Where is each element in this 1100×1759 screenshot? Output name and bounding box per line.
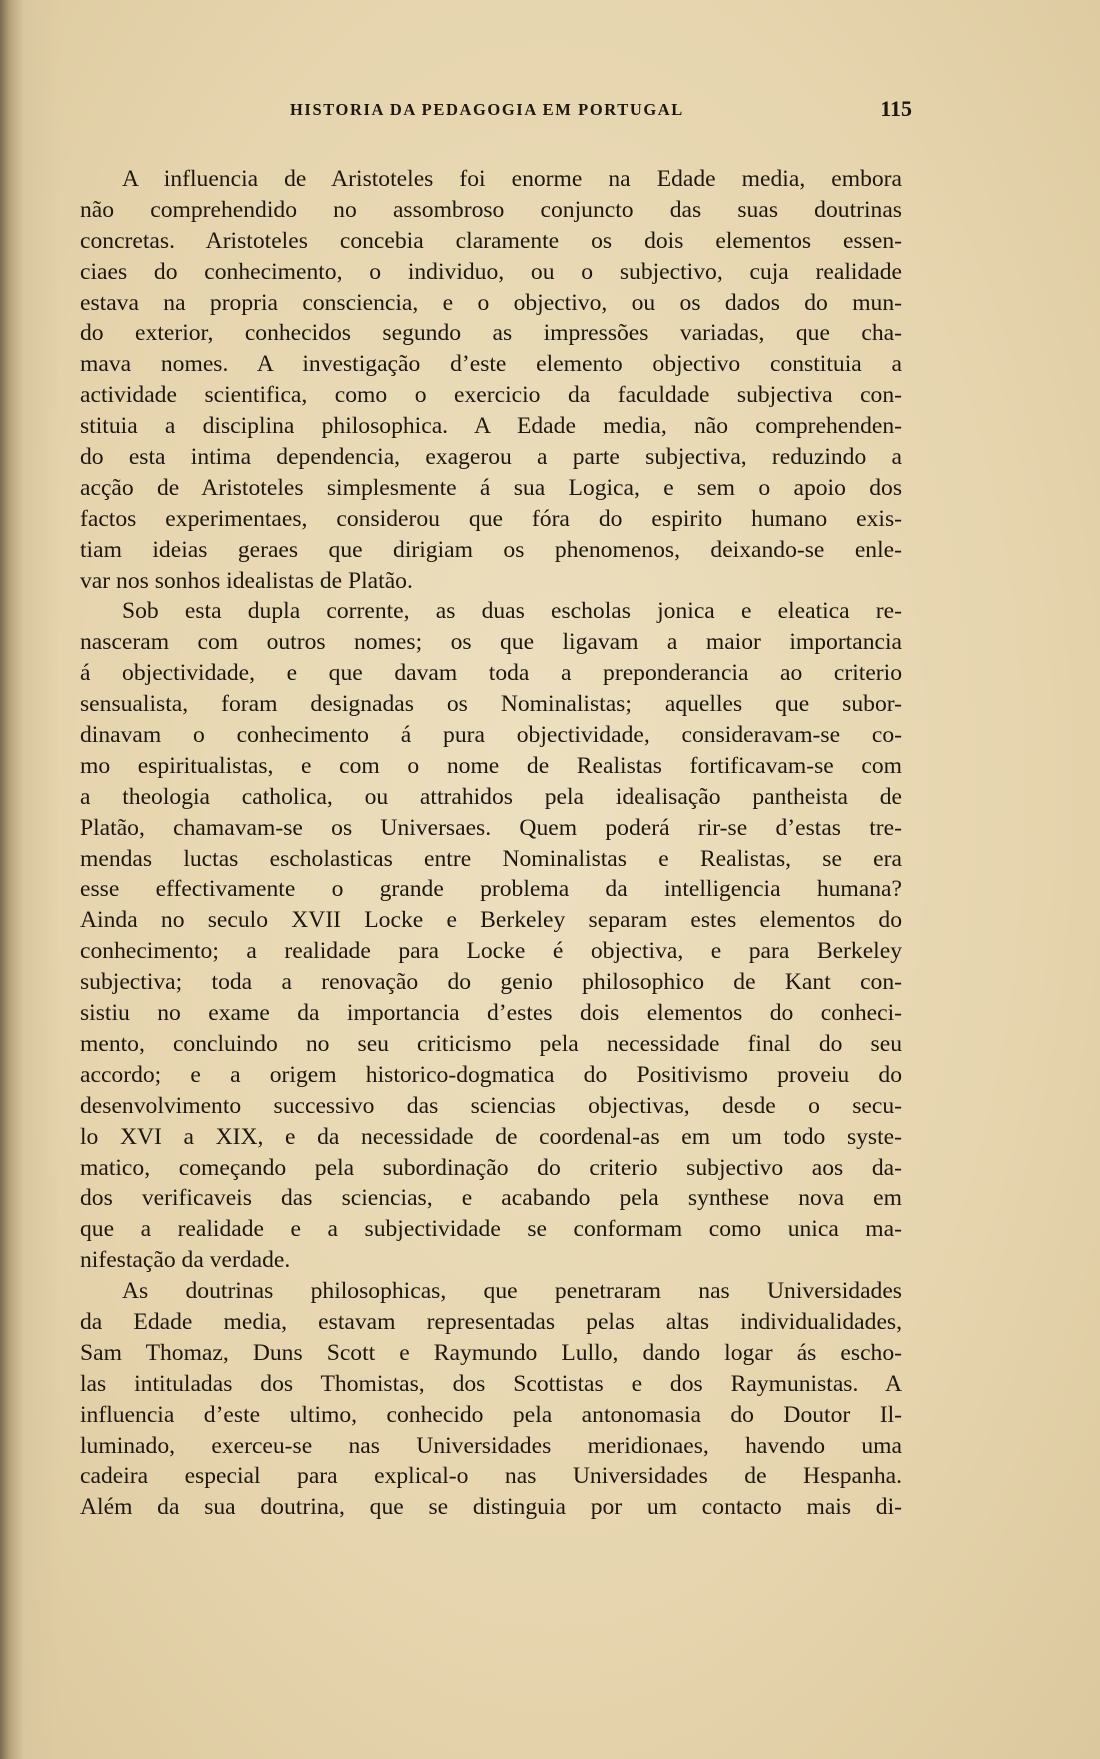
text-line: concretas. Aristoteles concebia claramente os dois elementos essen-	[80, 227, 902, 254]
running-title: HISTORIA DA PEDAGOGIA EM PORTUGAL	[290, 100, 684, 119]
running-head	[80, 96, 912, 130]
text-line: As doutrinas philosophicas, que penetraram nas Universidades	[122, 1278, 902, 1305]
text-line: conhecimento; a realidade para Locke é objectiva, e para Berkeley	[80, 938, 902, 965]
text-line: ciaes do conhecimento, o individuo, ou o subjectivo, cuja realidade	[80, 258, 902, 285]
text-line: nasceram com outros nomes; os que ligavam a maior importancia	[80, 629, 902, 656]
text-line: luminado, exerceu-se nas Universidades meridionaes, havendo uma	[80, 1432, 902, 1459]
text-line: nifestação da verdade.	[80, 1247, 291, 1274]
text-line: mava nomes. A investigação d’este elemento objectivo constituia a	[80, 351, 902, 378]
text-line: desenvolvimento successivo das sciencias objectivas, desde o secu-	[80, 1092, 902, 1119]
text-line: subjectiva; toda a renovação do genio philosophico de Kant con-	[80, 969, 902, 996]
text-line: mendas luctas escholasticas entre Nominalistas e Realistas, se era	[80, 845, 902, 872]
text-line: A influencia de Aristoteles foi enorme na Edade media, embora	[122, 166, 902, 192]
text-line: da Edade media, estavam representadas pelas altas individualidades,	[80, 1308, 902, 1335]
text-line: lo XVI a XIX, e da necessidade de coordenal-as em um todo syste-	[80, 1123, 902, 1150]
text-line: actividade scientifica, como o exercicio da faculdade subjectiva con-	[80, 382, 902, 409]
text-line: influencia d’este ultimo, conhecido pela antonomasia do Doutor Il-	[80, 1401, 902, 1428]
text-line: Além da sua doutrina, que se distinguia por um contacto mais di-	[80, 1494, 902, 1521]
text-line: estava na propria consciencia, e o objectivo, ou os dados do mun-	[80, 289, 902, 316]
text-line: dinavam o conhecimento á pura objectividade, consideravam-se co-	[80, 722, 902, 749]
text-line: accordo; e a origem historico-dogmatica do Positivismo proveiu do	[80, 1061, 902, 1088]
text-line: factos experimentaes, considerou que fóra do espirito humano exis-	[80, 505, 902, 532]
body-text	[80, 164, 902, 1523]
text-line: stituia a disciplina philosophica. A Edade media, não comprehenden-	[80, 413, 902, 440]
page-number: 115	[880, 96, 912, 121]
text-line: não comprehendido no assombroso conjuncto das suas doutrinas	[80, 196, 902, 223]
text-line: dos verificaveis das sciencias, e acabando pela synthese nova em	[80, 1185, 902, 1212]
text-line: Platão, chamavam-se os Universaes. Quem poderá rir-se d’estas tre-	[80, 814, 902, 841]
text-line: mo espiritualistas, e com o nome de Realistas fortificavam-se com	[80, 752, 902, 779]
text-line: las intituladas dos Thomistas, dos Scottistas e dos Raymunistas. A	[80, 1370, 902, 1397]
text-line: do esta intima dependencia, exagerou a parte subjectiva, reduzindo a	[80, 444, 902, 471]
text-line: sistiu no exame da importancia d’estes dois elementos do conheci-	[80, 1000, 902, 1027]
text-line: á objectividade, e que davam toda a preponderancia ao criterio	[80, 660, 902, 687]
text-line: a theologia catholica, ou attrahidos pela idealisação pantheista de	[80, 783, 902, 810]
text-line: sensualista, foram designadas os Nominalistas; aquelles que subor-	[80, 691, 902, 718]
text-line: Sob esta dupla corrente, as duas escholas jonica e eleatica re-	[122, 598, 902, 625]
text-line: que a realidade e a subjectividade se conformam como unica ma-	[80, 1216, 902, 1243]
text-line: var nos sonhos idealistas de Platão.	[80, 567, 413, 594]
text-line: esse effectivamente o grande problema da intelligencia humana?	[80, 876, 902, 903]
text-line: matico, começando pela subordinação do criterio subjectivo aos da-	[80, 1154, 902, 1181]
text-line: mento, concluindo no seu criticismo pela necessidade final do seu	[80, 1030, 902, 1057]
text-line: cadeira especial para explical-o nas Universidades de Hespanha.	[80, 1463, 902, 1490]
text-line: tiam ideias geraes que dirigiam os phenomenos, deixando-se enle-	[80, 536, 902, 563]
text-line: acção de Aristoteles simplesmente á sua Logica, e sem o apoio dos	[80, 474, 902, 501]
text-line: Sam Thomaz, Duns Scott e Raymundo Lullo, dando logar ás escho-	[80, 1339, 902, 1366]
text-line: Ainda no seculo XVII Locke e Berkeley separam estes elementos do	[80, 907, 902, 934]
text-line: do exterior, conhecidos segundo as impressões variadas, que cha-	[80, 320, 902, 347]
